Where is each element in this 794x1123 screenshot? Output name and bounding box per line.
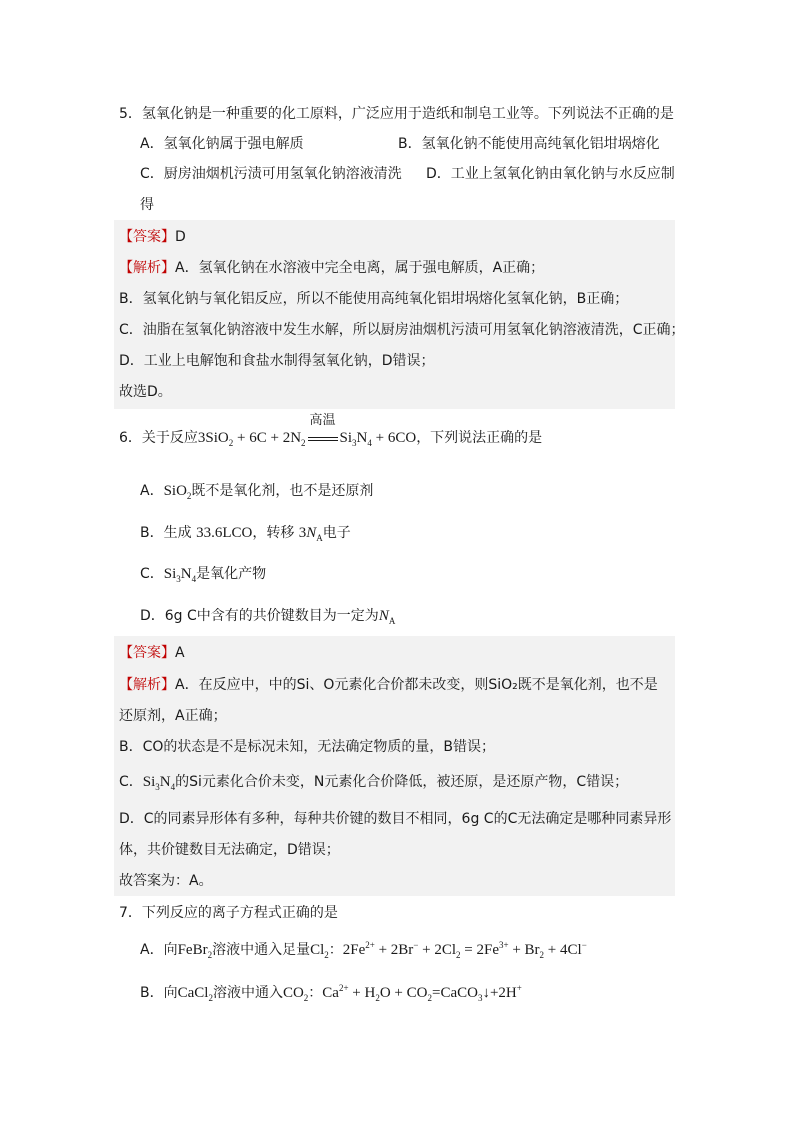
q5-option-c: C．厨房油烟机污渍可用氢氧化钠溶液清洗 [140, 166, 402, 182]
q5-option-b: B．氢氧化钠不能使用高纯氧化铝坩埚熔化 [398, 136, 660, 152]
q5-option-d-cont: 得 [140, 197, 154, 213]
q6-analysis-b: B．CO的状态是不是标况未知，无法确定物质的量，B错误； [119, 739, 496, 755]
q5-option-d: D．工业上氢氧化钠由氧化钠与水反应制 [426, 166, 675, 182]
q7-option-b: B．向CaCl$_2$溶液中通入$CO_2$：$Ca^{2+} + H_2O$ + $CO_2=CaCO_3↓+2H^+$ [140, 983, 522, 1003]
q6-analysis-c: C．$Si_3N_4$的Si元素化合价未变，N元素化合价降低，被还原，是还原产物，C错误； [119, 774, 629, 792]
q6-conclusion: 故答案为：A。 [119, 873, 213, 889]
q6-analysis-d-cont: 体，共价键数目无法确定，D错误； [119, 842, 340, 858]
q6-analysis-d: D．C的同素异形体有多种，每种共价键的数目不相同，6g C的C无法确定是哪种同素异形 [119, 811, 672, 827]
analysis-tag: 【解析】 [119, 677, 175, 693]
q5-conclusion: 故选D。 [119, 384, 172, 400]
q5-analysis-c: C．油脂在氢氧化钠溶液中发生水解，所以厨房油烟机污渍可用氢氧化钠溶液清洗，C正确； [119, 322, 685, 338]
q6-option-c: C．$Si_3N_4$是氧化产物 [140, 566, 267, 584]
q7-stem: 7．下列反应的离子方程式正确的是 [119, 905, 338, 921]
answer-tag: 【答案】 [119, 229, 175, 245]
answer-value: A [175, 645, 185, 661]
analysis-tag: 【解析】 [119, 260, 175, 276]
q5-analysis-a: 【解析】A．氢氧化钠在水溶液中完全电离，属于强电解质，A正确； [119, 260, 545, 276]
q6-equation: $3SiO_2 + 6C + 2N_2$ 高温 $Si_3N_4 + 6CO$ [197, 413, 417, 448]
q5-analysis-d: D．工业上电解饱和食盐水制得氢氧化钠，D错误； [119, 353, 435, 369]
q7-option-a: A．向FeBr$_2$溶液中通入足量$Cl_2$：$2Fe^{2+} + 2Br^- + 2Cl_2 = 2Fe^{3+} + Br_2 + 4Cl^-$ [140, 940, 587, 960]
answer-value: D [175, 229, 186, 245]
answer-tag: 【答案】 [119, 645, 175, 661]
q6-analysis-a-cont: 还原剂，A正确； [119, 708, 227, 724]
q6-option-b: B．生成 33.6LCO，转移 $3N_A$电子 [140, 525, 351, 543]
q5-answer-block [114, 220, 675, 409]
q6-option-d: D．6g C中含有的共价键数目为一定为$N_A$ [140, 608, 396, 626]
q5-answer [119, 227, 186, 247]
q6-analysis-a: 【解析】A．在反应中，中的Si、O元素化合价都未改变，则SiO₂既不是氧化剂，也不是 [119, 677, 658, 693]
q5-option-a: A．氢氧化钠属于强电解质 [140, 136, 304, 152]
q6-answer [119, 643, 185, 663]
q6-option-a: A．SiO$_2$既不是氧化剂，也不是还原剂 [140, 483, 374, 501]
q7-equation-a: $2Fe^{2+} + 2Br^- + 2Cl_2 = 2Fe^{3+} + Br_2 + 4Cl^-$ [342, 940, 587, 960]
q5-analysis-b: B．氢氧化钠与氧化铝反应，所以不能使用高纯氧化铝坩埚熔化氢氧化钠，B正确； [119, 291, 629, 307]
q6-stem: 6．关于反应$3SiO_2 + 6C + 2N_2$ 高温 $Si_3N_4 + 6CO$，下列说法正确的是 [119, 413, 543, 448]
q7-equation-b: $Ca^{2+} + H_2O$ + $CO_2=CaCO_3↓+2H^+$ [322, 983, 522, 1003]
q5-stem: 5．氢氧化钠是一种重要的化工原料，广泛应用于造纸和制皂工业等。下列说法不正确的是 [119, 106, 674, 122]
